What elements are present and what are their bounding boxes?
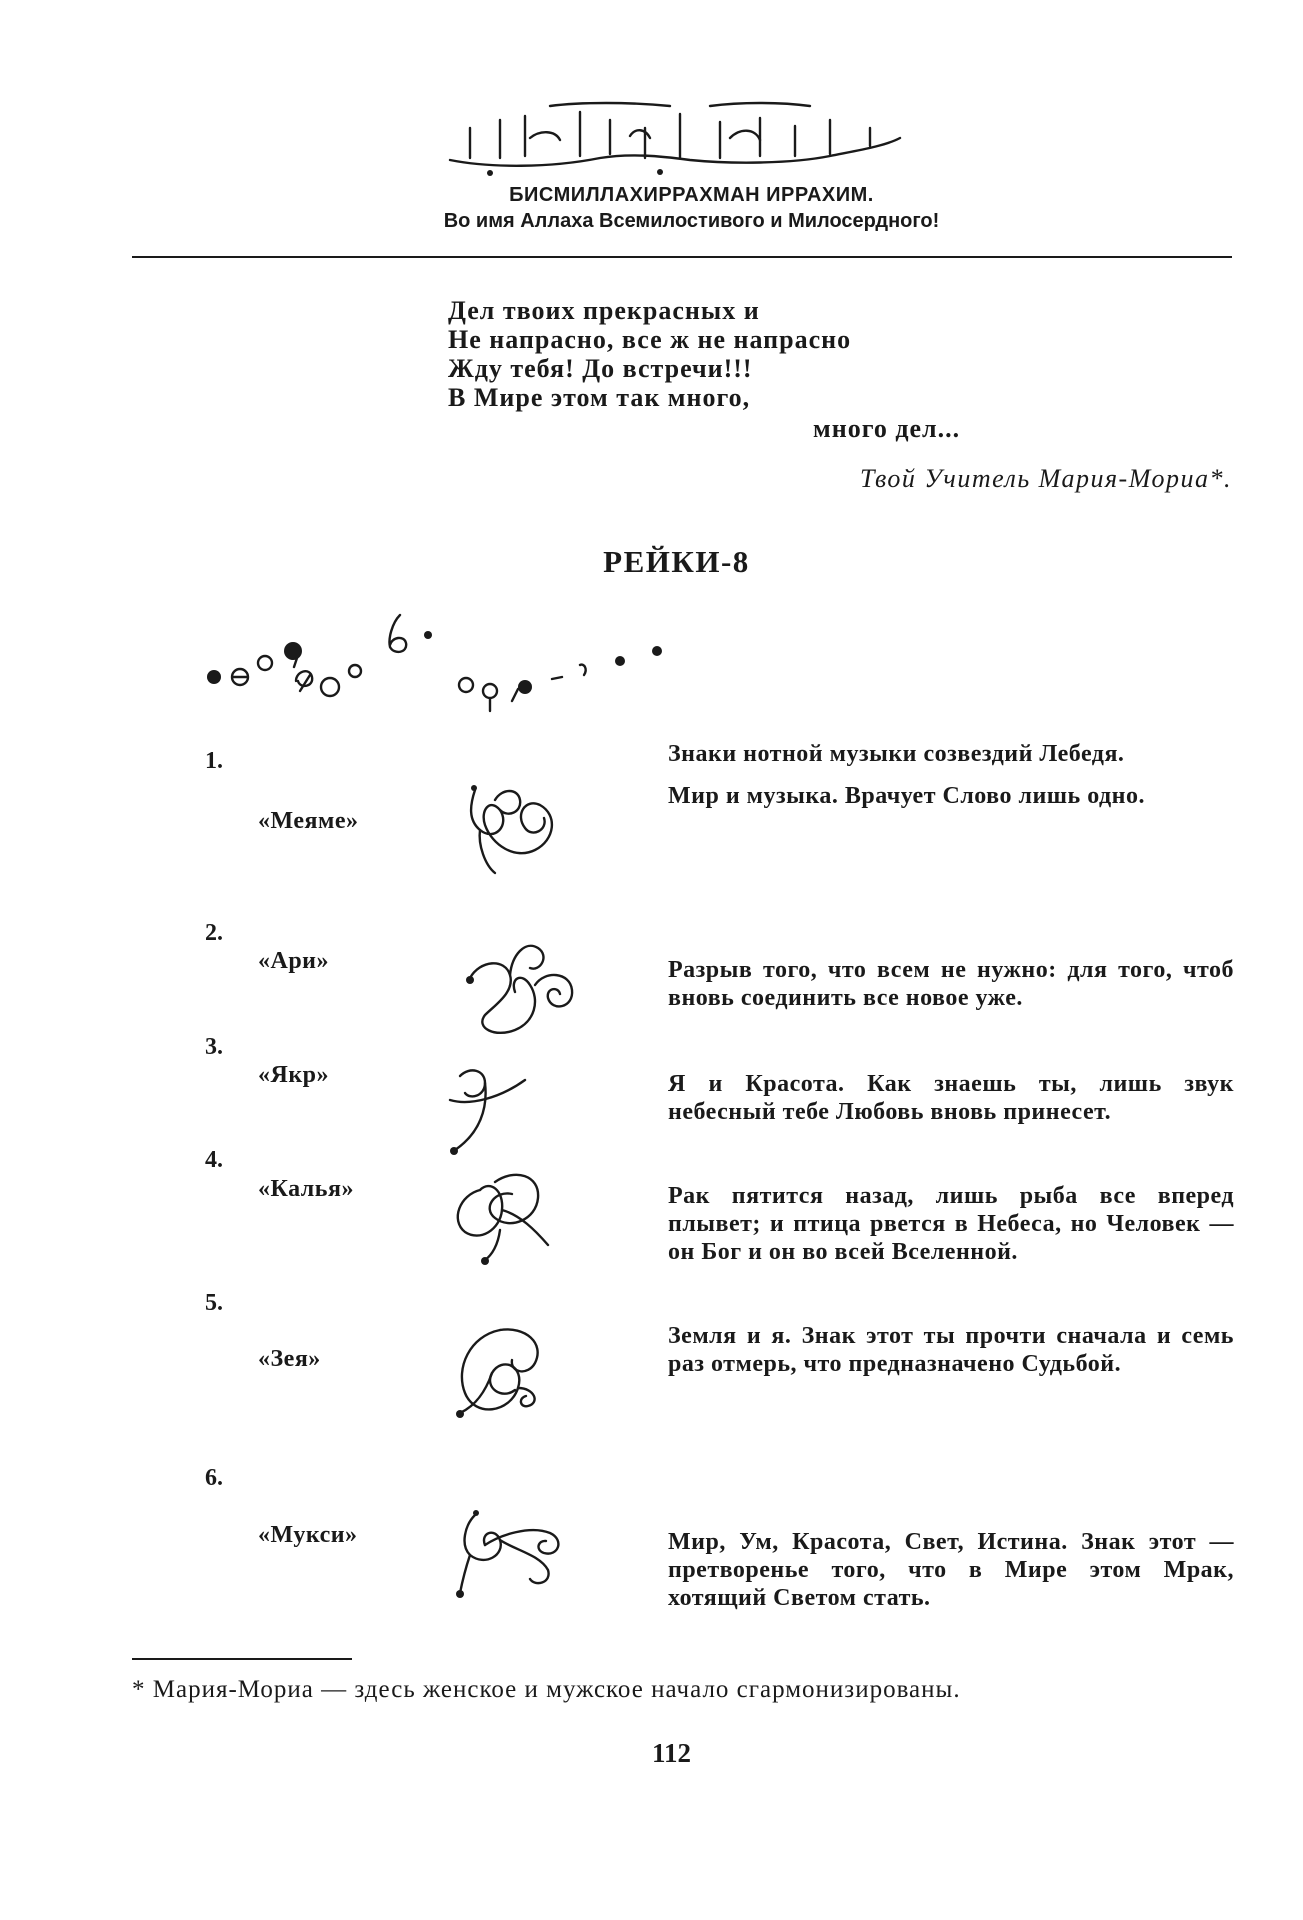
basmala-calligraphy [430,98,910,178]
header-divider [132,256,1232,258]
entry-description [668,1528,1234,1612]
poem-line: В Мире этом так много, [448,383,751,412]
basmala-transliteration: БИСМИЛЛАХИРРАХМАН ИРРАХИМ. [509,184,874,206]
entry-paragraph: Разрыв того, что всем не нужно: для того, чтоб вновь соединить все новое уже. [668,957,1234,1011]
muksi-sign [440,1495,590,1605]
entry-number: 6. [205,1465,223,1491]
footnote-divider [132,1658,352,1660]
yakr-sign [440,1058,590,1168]
poem-line: Не напрасно, все ж не напрасно [448,325,852,354]
basmala-translation: Во имя Аллаха Всемилостивого и Милосердного! [443,210,940,232]
entry-name: «Якр» [258,1062,330,1088]
entry-paragraph: Знаки нотной музыки созвездий Лебедя. [668,741,1125,767]
zeya-sign [440,1318,590,1428]
entry-name: «Зея» [258,1346,321,1372]
entry-paragraph: Мир, Ум, Красота, Свет, Истина. Знак этот — претворенье того, что в Мире этом Мрак, хотящий Светом стать. [668,1529,1234,1611]
entry-paragraph: Я и Красота. Как знаешь ты, лишь звук небесный тебе Любовь вновь принесет. [668,1071,1234,1125]
page-number: 112 [651,1738,691,1768]
entry-number: 4. [205,1147,223,1173]
ari-sign [440,930,590,1040]
entry-description [668,1322,1234,1378]
footnote: * Мария-Мориа — здесь женское и мужское начало сгармонизированы. [132,1676,961,1703]
entry-number: 5. [205,1290,223,1316]
poem-line: Дел твоих прекрасных и [448,296,760,325]
entry-paragraph: Мир и музыка. Врачует Слово лишь одно. [668,783,1146,809]
kalya-sign [440,1160,590,1270]
entry-name: «Ари» [258,948,330,974]
entry-description [668,740,1234,810]
entry-paragraph: Земля и я. Знак этот ты прочти сначала и семь раз отмерь, что предназначено Судьбой. [668,1323,1234,1377]
entry-number: 1. [205,748,223,774]
entry-description [668,1070,1234,1126]
entry-paragraph: Рак пятится назад, лишь рыба все вперед плывет; и птица рвется в Небеса, но Человек — он Бог и он во всей Вселенной. [668,1183,1234,1265]
poem-line: много дел... [813,414,961,443]
entry-name: «Мукси» [258,1522,358,1548]
entry-number: 3. [205,1034,223,1060]
entry-name: «Калья» [258,1176,354,1202]
meyame-sign [440,770,590,880]
entry-description [668,956,1234,1012]
reiki-symbol-row [200,605,670,715]
poem-signature: Твой Учитель Мария-Мориа*. [859,464,1232,493]
poem-line: Жду тебя! До встречи!!! [448,354,753,383]
section-title: РЕЙКИ-8 [603,544,750,579]
entry-name: «Меяме» [258,808,359,834]
entry-description [668,1182,1234,1266]
entry-number: 2. [205,920,223,946]
